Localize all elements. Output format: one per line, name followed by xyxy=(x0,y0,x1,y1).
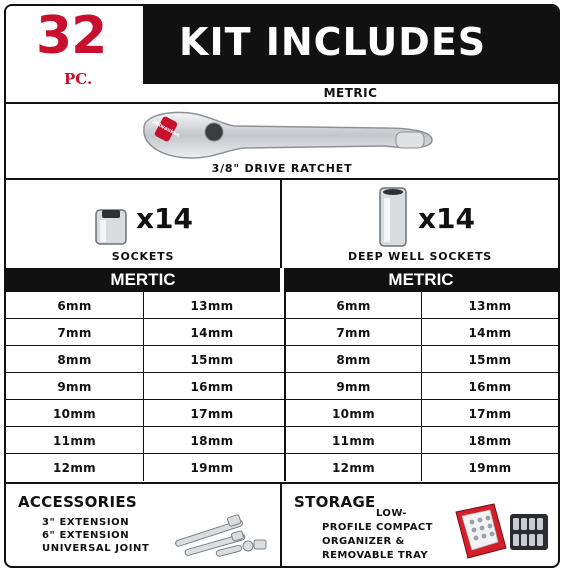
right-table-header: METRIC xyxy=(388,270,454,289)
size-cell: 16mm xyxy=(190,379,234,394)
size-cell: 17mm xyxy=(190,406,234,421)
organizer-case-icon xyxy=(452,498,552,564)
piece-count: 32 xyxy=(36,6,107,66)
size-cell: 18mm xyxy=(190,433,234,448)
size-cell: 7mm xyxy=(6,319,144,346)
ratchet-icon xyxy=(134,108,434,162)
table-row xyxy=(6,319,558,346)
title-bar xyxy=(143,6,558,84)
storage-line: LOW- xyxy=(376,508,407,519)
metric-subheader xyxy=(143,84,558,104)
deep-sockets-qty: x14 xyxy=(418,202,476,235)
ratchet-brand-mark: Milwaukee xyxy=(151,119,181,139)
metric-header-bar xyxy=(6,268,558,292)
size-cell: 10mm xyxy=(6,400,144,427)
size-cell: 15mm xyxy=(468,352,512,367)
size-cell: 9mm xyxy=(284,373,422,400)
size-cell: 18mm xyxy=(468,433,512,448)
piece-count-unit: PC. xyxy=(64,70,93,88)
storage-line: REMOVABLE TRAY xyxy=(322,550,428,561)
metric-subheader-label: METRIC xyxy=(323,86,378,100)
storage-panel xyxy=(282,484,558,566)
size-cell: 8mm xyxy=(6,346,144,373)
standard-sockets-qty: x14 xyxy=(136,202,194,235)
size-cell: 11mm xyxy=(6,427,144,454)
extras-section xyxy=(6,484,558,566)
size-cell: 6mm xyxy=(6,292,144,319)
size-cell: 19mm xyxy=(468,460,512,475)
table-row xyxy=(6,454,558,481)
size-cell: 10mm xyxy=(284,400,422,427)
accessory-item: UNIVERSAL JOINT xyxy=(42,543,150,554)
ratchet-label: 3/8" DRIVE RATCHET xyxy=(211,162,353,175)
table-row xyxy=(6,373,558,400)
size-cell: 12mm xyxy=(6,454,144,481)
socket-icon xyxy=(94,206,128,246)
size-cell: 9mm xyxy=(6,373,144,400)
size-cell: 6mm xyxy=(284,292,422,319)
left-table-header: MERTIC xyxy=(110,270,176,289)
standard-sockets xyxy=(6,180,282,268)
kit-includes-card xyxy=(4,4,560,568)
sockets-section xyxy=(6,180,558,268)
storage-line: ORGANIZER & xyxy=(322,536,405,547)
size-table xyxy=(6,292,558,484)
size-cell: 14mm xyxy=(468,325,512,340)
deep-sockets-label: DEEP WELL SOCKETS xyxy=(348,250,492,263)
table-row xyxy=(6,400,558,427)
accessories-panel xyxy=(6,484,282,566)
size-cell: 14mm xyxy=(190,325,234,340)
size-cell: 15mm xyxy=(190,352,234,367)
size-cell: 13mm xyxy=(190,298,234,313)
deep-well-sockets xyxy=(282,180,558,268)
size-cell: 16mm xyxy=(468,379,512,394)
size-cell: 12mm xyxy=(284,454,422,481)
storage-line: PROFILE COMPACT xyxy=(322,522,433,533)
accessory-item: 3" EXTENSION xyxy=(42,517,130,528)
table-row xyxy=(6,292,558,319)
size-cell: 19mm xyxy=(190,460,234,475)
size-cell: 7mm xyxy=(284,319,422,346)
size-cell: 13mm xyxy=(468,298,512,313)
size-cell: 11mm xyxy=(284,427,422,454)
size-cell: 17mm xyxy=(468,406,512,421)
storage-title: STORAGE xyxy=(294,493,376,511)
piece-count-box xyxy=(6,6,143,104)
size-cell: 8mm xyxy=(284,346,422,373)
page-title: KIT INCLUDES xyxy=(179,20,487,64)
accessories-title: ACCESSORIES xyxy=(18,493,138,511)
ratchet-section xyxy=(6,104,558,180)
table-row xyxy=(6,346,558,373)
extensions-icon xyxy=(170,504,270,560)
standard-sockets-label: SOCKETS xyxy=(111,250,175,263)
accessory-item: 6" EXTENSION xyxy=(42,530,130,541)
table-row xyxy=(6,427,558,454)
deep-socket-icon xyxy=(378,186,408,248)
